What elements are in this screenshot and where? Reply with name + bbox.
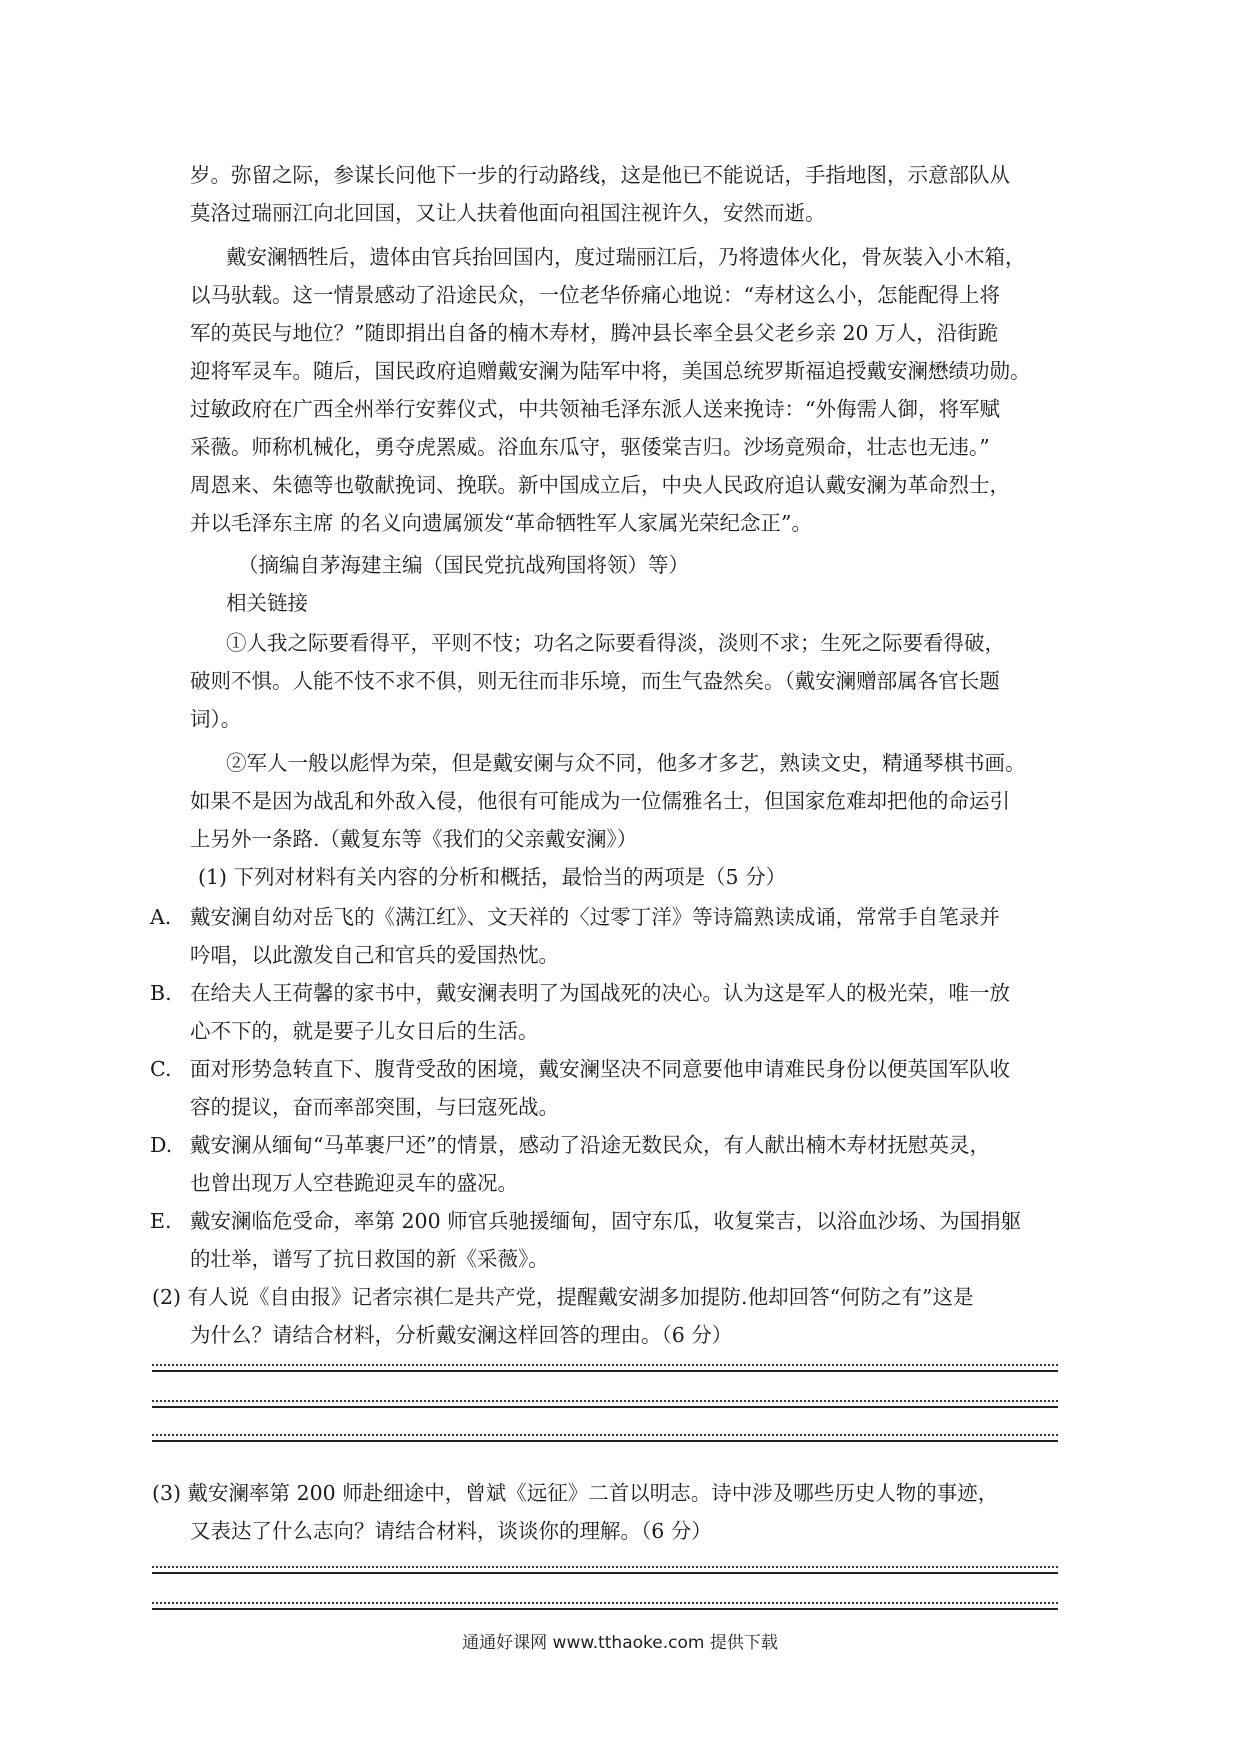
passage-line: 采薇。师称机械化，勇夺虎罴威。浴血东瓜守，驱倭棠吉归。沙场竟殒命，壮志也无违。”	[190, 435, 990, 459]
answer-line[interactable]	[152, 1434, 1058, 1436]
option-text: 面对形势急转直下、腹背受敌的困境，戴安澜坚决不同意要他申请难民身份以便英国军队收	[190, 1057, 1010, 1081]
passage-line: 岁。弥留之际，参谋长问他下一步的行动路线，这是他已不能说话，手指地图，示意部队从	[190, 163, 1010, 187]
passage-line: 莫洛过瑞丽江向北回国，又让人扶着他面向祖国注视许久，安然而逝。	[190, 201, 826, 225]
passage-line: 并以毛泽东主席 的名义向遗属颁发“革命牺牲军人家属光荣纪念正”。	[190, 511, 812, 535]
question-3-stem: 又表达了什么志向？请结合材料，谈谈你的理解。（6 分）	[190, 1519, 712, 1543]
option-label: A.	[150, 905, 172, 929]
option-text: 戴安澜临危受命，率第 200 师官兵驰援缅甸，固守东瓜，收复棠吉，以浴血沙场、为国捐躯	[190, 1209, 1022, 1233]
answer-line[interactable]	[152, 1602, 1058, 1604]
related-link-2: 如果不是因为战乱和外敌入侵，他很有可能成为一位儒雅名士，但国家危难却把他的命运引	[190, 789, 1010, 813]
option-a	[150, 898, 1062, 967]
passage-line: 过敏政府在广西全州举行安葬仪式，中共领袖毛泽东派人送来挽诗：“外侮需人御，将军赋	[190, 397, 1000, 421]
passage-source: （摘编自茅海建主编（国民党抗战殉国将领）等）	[238, 553, 689, 577]
option-text: 吟唱，以此激发自己和官兵的爱国热忱。	[190, 943, 559, 967]
passage-line: 戴安澜牺牲后，遗体由官兵抬回国内，度过瑞丽江后，乃将遗体火化，骨灰装入小木箱，	[226, 245, 1026, 269]
related-link-1: 破则不惧。人能不忮不求不俱，则无往而非乐境，而生气盎然矣。（戴安澜赠部属各官长题	[190, 669, 1000, 693]
answer-line[interactable]	[152, 1400, 1058, 1402]
option-text: 戴安澜从缅甸“马革裹尸还”的情景，感动了沿途无数民众，有人献出楠木寿材抚慰英灵，	[190, 1133, 990, 1157]
answer-line[interactable]	[152, 1566, 1058, 1568]
question-2-stem: (2) 有人说《自由报》记者宗祺仁是共产党，提醒戴安湖多加提防.他却回答“何防之有”这是	[152, 1285, 974, 1309]
related-link-1: 词）。	[190, 707, 242, 731]
question-1-stem: (1) 下列对材料有关内容的分析和概括，最恰当的两项是（5 分）	[198, 865, 787, 889]
option-b	[150, 974, 1062, 1043]
option-text: 的壮举，谱写了抗日救国的新《采薇》。	[190, 1247, 549, 1271]
option-text: 戴安澜自幼对岳飞的《满江红》、文天祥的〈过零丁洋》等诗篇熟读成诵，常常手自笔录并	[190, 905, 1000, 929]
option-text: 容的提议，奋而率部突围，与曰寇死战。	[190, 1095, 559, 1119]
option-text: 也曾出现万人空巷跪迎灵车的盛况。	[190, 1171, 518, 1195]
option-label: D.	[150, 1133, 173, 1157]
question-2-stem: 为什么？请结合材料，分析戴安澜这样回答的理由。（6 分）	[190, 1323, 733, 1347]
related-link-2: 上另外一条路.（戴复东等《我们的父亲戴安澜》）	[190, 827, 638, 851]
option-label: B.	[150, 981, 172, 1005]
passage-line: 军的英民与地位？”随即捐出自备的楠木寿材，腾冲县长率全县父老乡亲 20 万人，沿街跪	[190, 321, 999, 345]
answer-line[interactable]	[152, 1364, 1058, 1366]
option-label: E.	[150, 1209, 172, 1233]
related-link-2: ②军人一般以彪悍为荣，但是戴安阑与众不同，他多才多艺，熟读文史，精通琴棋书画。	[226, 751, 1026, 775]
option-c	[150, 1050, 1062, 1119]
option-text: 在给夫人王荷馨的家书中，戴安澜表明了为国战死的决心。认为这是军人的极光荣，唯一放	[190, 981, 1010, 1005]
passage-line: 以马驮载。这一情景感动了沿途民众，一位老华侨痛心地说：“寿材这么小，怎能配得上将	[190, 283, 1000, 307]
option-d	[150, 1126, 1062, 1195]
option-e	[150, 1202, 1062, 1271]
related-link-1: ①人我之际要看得平，平则不忮；功名之际要看得淡，淡则不求；生死之际要看得破，	[226, 631, 1005, 655]
passage-line: 迎将军灵车。随后，国民政府追赠戴安澜为陆军中将，美国总统罗斯福追授戴安澜懋绩功勋。	[190, 359, 1031, 383]
page-footer: 通通好课网 www.tthaoke.com 提供下载	[462, 1633, 778, 1653]
option-label: C.	[150, 1057, 172, 1081]
passage-line: 周恩来、朱德等也敬献挽词、挽联。新中国成立后，中央人民政府追认戴安澜为革命烈士，	[190, 473, 1010, 497]
related-links-heading: 相关链接	[226, 591, 308, 615]
option-text: 心不下的，就是要子儿女日后的生活。	[190, 1019, 539, 1043]
question-3-stem: (3) 戴安澜率第 200 师赴细途中，曾斌《远征》二首以明志。诗中涉及哪些历史人物的事迹，	[152, 1481, 999, 1505]
